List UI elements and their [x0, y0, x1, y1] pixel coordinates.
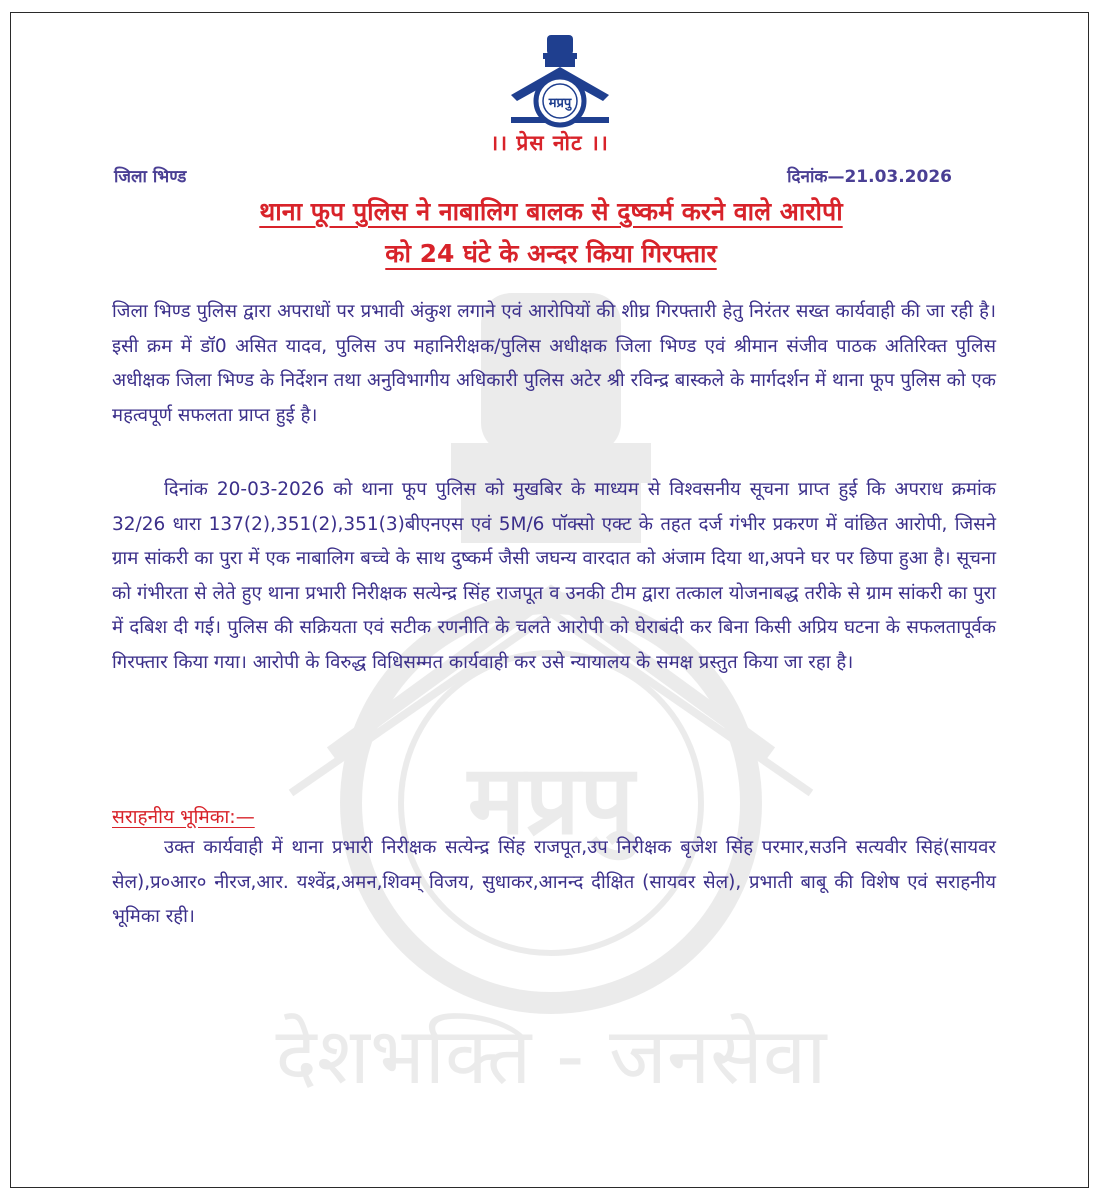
- paragraph-intro: [112, 295, 996, 433]
- paragraph-commendation-text: उक्त कार्यवाही में थाना प्रभारी निरीक्षक सत्येन्द्र सिंह राजपूत,उप निरीक्षक बृजेश सिंह परमार,सउनि सत्यवीर सिहं(सायवर सेल),प्र०आर० नीरज,आर. यश्वेंद्र,अमन,शिवम् विजय, सुधाकर,आनन्द दीक्षित (सायवर सेल), प्रभाती बाबू की विशेष एवं सराहनीय भूमिका रही।: [112, 837, 996, 928]
- paragraph-commendation: [112, 831, 996, 935]
- headline-line-2: को 24 घंटे के अन्दर किया गिरफ्तार: [385, 239, 717, 268]
- mp-police-logo: [507, 33, 613, 129]
- date-label: दिनांक—21.03.2026: [787, 167, 952, 187]
- svg-text:देशभक्ति - जनसेवा: देशभक्ति - जनसेवा: [275, 1012, 827, 1102]
- paragraph-intro-text: जिला भिण्ड पुलिस द्वारा अपराधों पर प्रभावी अंकुश लगाने एवं आरोपियों की शीघ्र गिरफ्तारी हेतु निरंतर सख्त कार्यवाही की जा रही है। इसी क्रम में डॉ0 असित यादव, पुलिस उप महानिरीक्षक/पुलिस अधीक्षक जिला भिण्ड एवं श्रीमान संजीव पाठक अतिरिक्त पुलिस अधीक्षक जिला भिण्ड के निर्देशन तथा अनुविभागीय अधिकारी पुलिस अटेर श्री रविन्द्र बास्कले के मार्गदर्शन में थाना फूप पुलिस को एक महत्वपूर्ण सफलता प्राप्त हुई है।: [112, 301, 996, 426]
- headline: [111, 191, 991, 275]
- headline-line-1: थाना फूप पुलिस ने नाबालिग बालक से दुष्कर्म करने वाले आरोपी: [259, 197, 843, 226]
- paragraph-details-text: दिनांक 20-03-2026 को थाना फूप पुलिस को मुखबिर के माध्यम से विश्वसनीय सूचना प्राप्त हुई कि अपराध क्रमांक 32/26 धारा 137(2),351(2),351(3)बीएनएस एवं 5M/6 पॉक्सो एक्ट के तहत दर्ज गंभीर प्रकरण में वांछित आरोपी, जिसने ग्राम सांकरी का पुरा में एक नाबालिग बच्चे के साथ दुष्कर्म जैसी जघन्य वारदात को अंजाम दिया था,अपने घर पर छिपा हुआ है। सूचना को गंभीरता से लेते हुए थाना प्रभारी निरीक्षक सत्येन्द्र सिंह राजपूत व उनकी टीम द्वारा तत्काल योजनाबद्ध तरीके से ग्राम सांकरी का पुरा में दबिश दी गई। पुलिस की सक्रियता एवं सटीक रणनीति के चलते आरोपी को घेराबंदी कर बिना किसी अप्रिय घटना के सफलतापूर्वक गिरफ्तार किया गया। आरोपी के विरुद्ध विधिसम्मत कार्यवाही कर उसे न्यायालय के समक्ष प्रस्तुत किया जा रहा है।: [112, 479, 996, 673]
- paragraph-details: [112, 473, 996, 681]
- commendable-role-heading: सराहनीय भूमिका:—: [112, 806, 255, 828]
- svg-text:मप्रपु: मप्रपु: [467, 744, 635, 856]
- press-note-title: ।। प्रेस नोट ।।: [490, 131, 609, 155]
- svg-text:मप्रपु: मप्रपु: [548, 96, 572, 111]
- press-note-page: [10, 12, 1089, 1188]
- district-label: जिला भिण्ड: [114, 167, 187, 187]
